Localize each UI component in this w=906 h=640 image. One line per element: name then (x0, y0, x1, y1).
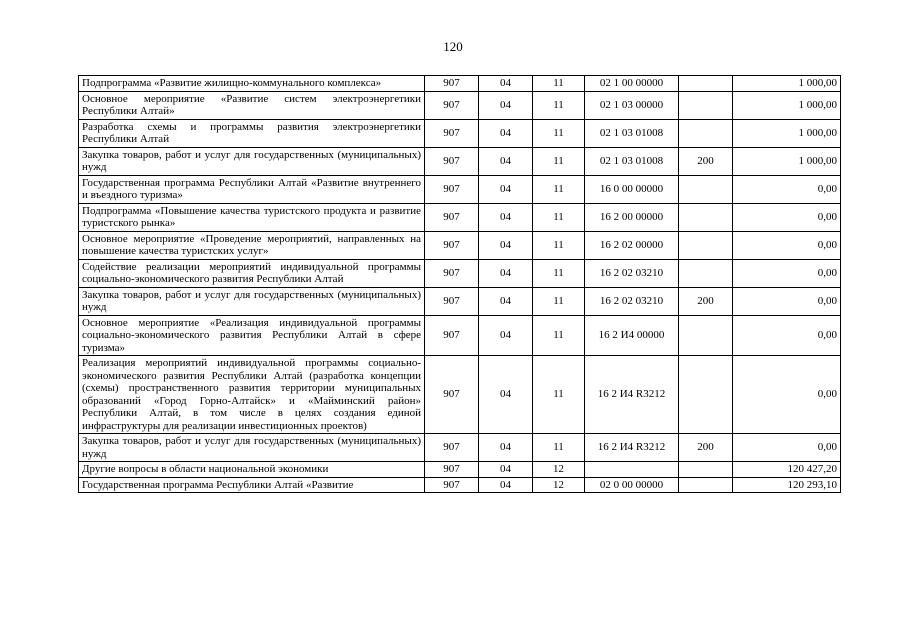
row-name-cell: Закупка товаров, работ и услуг для государственных (муниципальных) нужд (79, 287, 425, 315)
row-subsection-cell: 11 (533, 259, 585, 287)
row-section-cell: 04 (479, 477, 533, 493)
row-name-cell: Подпрограмма «Повышение качества туристского продукта и развитие туристского рынка» (79, 203, 425, 231)
row-name-cell: Государственная программа Республики Алтай «Развитие (79, 477, 425, 493)
row-target-article-cell: 02 1 03 01008 (585, 119, 679, 147)
row-name-cell: Государственная программа Республики Алтай «Развитие внутреннего и въездного туризма» (79, 175, 425, 203)
row-amount-cell: 0,00 (733, 203, 841, 231)
row-target-article-cell: 02 1 03 00000 (585, 91, 679, 119)
row-expense-type-cell: 200 (679, 434, 733, 462)
row-expense-type-cell (679, 259, 733, 287)
row-amount-cell: 0,00 (733, 315, 841, 356)
row-amount-cell: 0,00 (733, 259, 841, 287)
row-section-cell: 04 (479, 203, 533, 231)
table-row (79, 175, 841, 203)
table-row (79, 287, 841, 315)
row-grbs-cell: 907 (425, 119, 479, 147)
row-name-cell: Реализация мероприятий индивидуальной программы социально-экономического развития Республики Алтай (разработка концепции (схемы) пространственного развития территории муниципальных образований «Город Горно-Алтайск» и «Майминский район» Республики Алтай, в том числе в целях создания единой инфраструктуры для реализации инвестиционных проектов) (79, 356, 425, 434)
row-name-cell: Разработка схемы и программы развития электроэнергетики Республики Алтай (79, 119, 425, 147)
table-row (79, 356, 841, 434)
row-section-cell: 04 (479, 147, 533, 175)
table-row (79, 259, 841, 287)
row-target-article-cell: 02 0 00 00000 (585, 477, 679, 493)
row-subsection-cell: 12 (533, 477, 585, 493)
table-row (79, 462, 841, 478)
row-subsection-cell: 11 (533, 76, 585, 92)
row-amount-cell: 120 427,20 (733, 462, 841, 478)
row-target-article-cell: 16 2 02 03210 (585, 287, 679, 315)
row-target-article-cell (585, 462, 679, 478)
row-grbs-cell: 907 (425, 477, 479, 493)
row-amount-cell: 0,00 (733, 231, 841, 259)
row-name-cell: Подпрограмма «Развитие жилищно-коммунального комплекса» (79, 76, 425, 92)
row-target-article-cell: 16 0 00 00000 (585, 175, 679, 203)
table-row (79, 315, 841, 356)
row-target-article-cell: 16 2 И4 R3212 (585, 434, 679, 462)
row-section-cell: 04 (479, 356, 533, 434)
row-subsection-cell: 11 (533, 356, 585, 434)
row-expense-type-cell (679, 462, 733, 478)
table-row (79, 434, 841, 462)
table-row (79, 119, 841, 147)
row-amount-cell: 1 000,00 (733, 119, 841, 147)
row-subsection-cell: 11 (533, 231, 585, 259)
row-section-cell: 04 (479, 76, 533, 92)
row-expense-type-cell: 200 (679, 147, 733, 175)
row-subsection-cell: 11 (533, 434, 585, 462)
row-target-article-cell: 16 2 02 03210 (585, 259, 679, 287)
row-subsection-cell: 11 (533, 175, 585, 203)
row-subsection-cell: 11 (533, 147, 585, 175)
row-section-cell: 04 (479, 91, 533, 119)
row-name-cell: Другие вопросы в области национальной экономики (79, 462, 425, 478)
table-row (79, 91, 841, 119)
row-amount-cell: 0,00 (733, 175, 841, 203)
table-row (79, 231, 841, 259)
page-number: 120 (443, 39, 463, 54)
table-row (79, 203, 841, 231)
row-amount-cell: 0,00 (733, 287, 841, 315)
row-expense-type-cell (679, 175, 733, 203)
row-amount-cell: 120 293,10 (733, 477, 841, 493)
row-section-cell: 04 (479, 315, 533, 356)
table-row (79, 477, 841, 493)
row-name-cell: Основное мероприятие «Развитие систем электроэнергетики Республики Алтай» (79, 91, 425, 119)
row-subsection-cell: 11 (533, 287, 585, 315)
row-subsection-cell: 11 (533, 119, 585, 147)
row-section-cell: 04 (479, 287, 533, 315)
row-subsection-cell: 12 (533, 462, 585, 478)
row-target-article-cell: 16 2 00 00000 (585, 203, 679, 231)
row-name-cell: Основное мероприятие «Реализация индивидуальной программы социально-экономического развития Республики Алтай в сфере туризма» (79, 315, 425, 356)
row-section-cell: 04 (479, 231, 533, 259)
row-grbs-cell: 907 (425, 259, 479, 287)
row-grbs-cell: 907 (425, 203, 479, 231)
row-name-cell: Закупка товаров, работ и услуг для государственных (муниципальных) нужд (79, 147, 425, 175)
row-subsection-cell: 11 (533, 315, 585, 356)
row-section-cell: 04 (479, 259, 533, 287)
row-grbs-cell: 907 (425, 76, 479, 92)
row-subsection-cell: 11 (533, 91, 585, 119)
row-grbs-cell: 907 (425, 147, 479, 175)
row-expense-type-cell (679, 356, 733, 434)
budget-table (78, 75, 841, 493)
row-expense-type-cell (679, 91, 733, 119)
row-grbs-cell: 907 (425, 287, 479, 315)
row-amount-cell: 0,00 (733, 356, 841, 434)
row-section-cell: 04 (479, 462, 533, 478)
row-expense-type-cell (679, 76, 733, 92)
row-grbs-cell: 907 (425, 462, 479, 478)
row-target-article-cell: 16 2 И4 00000 (585, 315, 679, 356)
row-amount-cell: 1 000,00 (733, 91, 841, 119)
row-amount-cell: 1 000,00 (733, 76, 841, 92)
row-expense-type-cell (679, 119, 733, 147)
row-expense-type-cell (679, 231, 733, 259)
row-section-cell: 04 (479, 434, 533, 462)
row-section-cell: 04 (479, 175, 533, 203)
row-name-cell: Закупка товаров, работ и услуг для государственных (муниципальных) нужд (79, 434, 425, 462)
row-amount-cell: 0,00 (733, 434, 841, 462)
row-target-article-cell: 16 2 02 00000 (585, 231, 679, 259)
row-amount-cell: 1 000,00 (733, 147, 841, 175)
row-expense-type-cell (679, 203, 733, 231)
row-grbs-cell: 907 (425, 175, 479, 203)
budget-table-body (79, 76, 841, 493)
row-target-article-cell: 16 2 И4 R3212 (585, 356, 679, 434)
row-name-cell: Содействие реализации мероприятий индивидуальной программы социально-экономического развития Республики Алтай (79, 259, 425, 287)
row-target-article-cell: 02 1 03 01008 (585, 147, 679, 175)
row-grbs-cell: 907 (425, 356, 479, 434)
row-expense-type-cell: 200 (679, 287, 733, 315)
row-grbs-cell: 907 (425, 91, 479, 119)
row-grbs-cell: 907 (425, 231, 479, 259)
row-expense-type-cell (679, 315, 733, 356)
row-subsection-cell: 11 (533, 203, 585, 231)
row-name-cell: Основное мероприятие «Проведение мероприятий, направленных на повышение качества туристских услуг» (79, 231, 425, 259)
row-target-article-cell: 02 1 00 00000 (585, 76, 679, 92)
row-grbs-cell: 907 (425, 315, 479, 356)
row-section-cell: 04 (479, 119, 533, 147)
row-grbs-cell: 907 (425, 434, 479, 462)
table-row (79, 76, 841, 92)
table-row (79, 147, 841, 175)
row-expense-type-cell (679, 477, 733, 493)
